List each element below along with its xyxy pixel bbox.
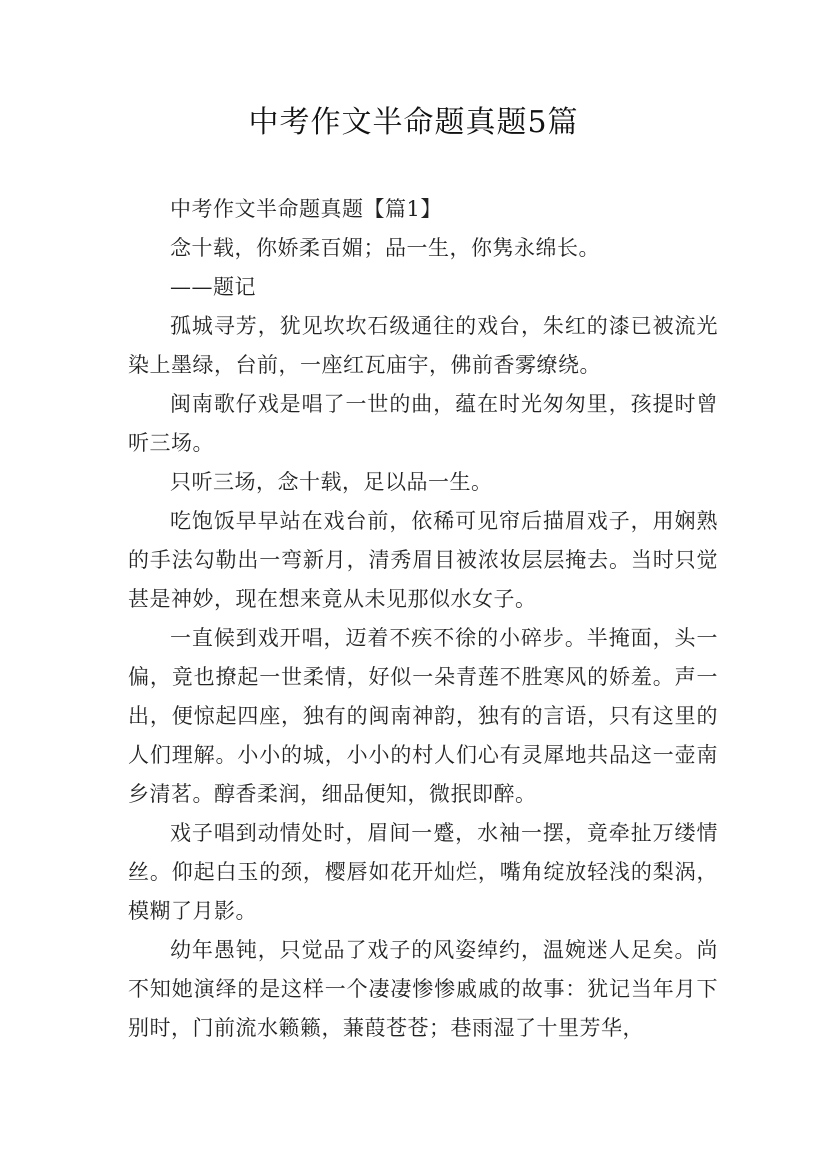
document-body bbox=[128, 190, 718, 1048]
paragraph-section-heading: 中考作文半命题真题【篇1】 bbox=[170, 197, 442, 221]
paragraph: 幼年愚钝，只觉品了戏子的风姿绰约，温婉迷人足矣。尚不知她演绎的是这样一个凄凄惨惨戚戚的故事：犹记当年月下别时，门前流水籁籁，蒹葭苍苍；巷雨湿了十里芳华， bbox=[128, 938, 718, 1040]
paragraph: 戏子唱到动情处时，眉间一蹙，水袖一摆，竟牵扯万缕情丝。仰起白玉的颈，樱唇如花开灿烂，嘴角绽放轻浅的梨涡，模糊了月影。 bbox=[128, 821, 718, 923]
document-title: 中考作文半命题真题5篇 bbox=[248, 105, 579, 140]
paragraph: 只听三场，念十载，足以品一生。 bbox=[170, 470, 493, 494]
paragraph: 一直候到戏开唱，迈着不疾不徐的小碎步。半掩面，头一偏，竟也撩起一世柔情，好似一朵青莲不胜寒风的娇羞。声一出，便惊起四座，独有的闽南神韵，独有的言语，只有这里的人们理解。小小的城，小小的村人们心有灵犀地共品这一壶南乡清茗。醇香柔润，细品便知，微抿即醉。 bbox=[128, 626, 718, 806]
paragraph-epigraph: 念十载，你娇柔百媚；品一生，你隽永绵长。 bbox=[170, 236, 600, 260]
paragraph: 孤城寻芳，犹见坎坎石级通往的戏台，朱红的漆已被流光染上墨绿，台前，一座红瓦庙宇，佛前香雾缭绕。 bbox=[128, 314, 718, 377]
paragraph: 闽南歌仔戏是唱了一世的曲，蕴在时光匆匆里，孩提时曾听三场。 bbox=[128, 392, 718, 455]
paragraph: 吃饱饭早早站在戏台前，依稀可见帘后描眉戏子，用娴熟的手法勾勒出一弯新月，清秀眉目被浓妆层层掩去。当时只觉甚是神妙，现在想来竟从未见那似水女子。 bbox=[128, 509, 718, 611]
paragraph-epigraph-attribution: ——题记 bbox=[170, 275, 256, 299]
